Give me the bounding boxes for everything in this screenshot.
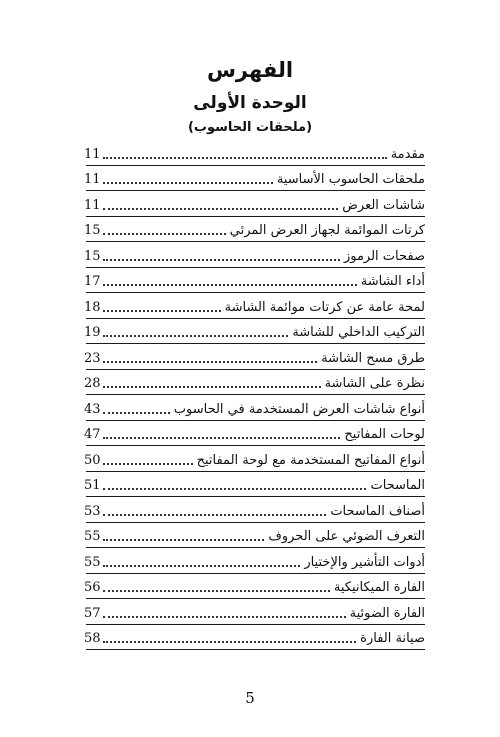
toc-entry-title: مقدمة: [390, 146, 425, 162]
toc-entry: [86, 472, 425, 498]
dot-leader: [103, 335, 289, 337]
toc-entry: [86, 574, 425, 600]
page-title: الفهرس: [206, 58, 294, 82]
toc-entry: [86, 395, 425, 421]
toc-entry: [86, 217, 425, 243]
toc-entry: [86, 140, 425, 166]
toc-entry-title: الفارة الميكانيكية: [333, 580, 425, 595]
toc-entry-page: 43: [84, 401, 101, 417]
toc-entry-title: كرتات الموائمة لجهاز العرض المرئي: [229, 223, 425, 238]
toc-entry-page: 19: [84, 325, 101, 340]
toc-entry-title: أدوات التأشير والإختيار: [304, 554, 425, 570]
toc-entry-page: 53: [84, 503, 101, 519]
dot-leader: [103, 565, 301, 567]
dot-leader: [103, 590, 330, 592]
toc-entry-title: صفحات الرموز: [343, 248, 425, 264]
toc-entry-title: أداء الشاشة: [360, 274, 425, 289]
toc-entry-title: لمحة عامة عن كرتات موائمة الشاشة: [224, 299, 425, 315]
dot-leader: [103, 437, 341, 439]
toc-entry-title: أنواع شاشات العرض المستخدمة في الحاسوب: [173, 401, 425, 417]
dot-leader: [103, 488, 367, 490]
dot-leader: [103, 233, 226, 235]
toc-entry-page: 28: [84, 376, 101, 391]
toc-entry-page: 15: [84, 223, 101, 238]
dot-leader: [103, 310, 221, 312]
dot-leader: [103, 361, 318, 363]
toc-entry: [86, 293, 425, 319]
toc-entry-page: 11: [84, 172, 101, 187]
toc-entry: [86, 446, 425, 472]
dot-leader: [103, 412, 170, 414]
toc-entry-page: 56: [84, 580, 101, 595]
unit-subtitle: (ملحقات الحاسوب): [187, 120, 313, 135]
toc-entry-page: 17: [84, 274, 101, 289]
toc-entry-title: لوحات المفاتيح: [344, 427, 425, 442]
dot-leader: [103, 284, 357, 286]
dot-leader: [103, 208, 339, 210]
toc-entry-page: 11: [84, 197, 101, 213]
dot-leader: [103, 182, 273, 184]
toc-entry-page: 15: [84, 248, 101, 264]
toc-entry: [86, 344, 425, 370]
toc-entry-page: 11: [84, 146, 101, 162]
toc-entry-page: 47: [84, 427, 101, 442]
toc-entry-title: الماسحات: [370, 478, 425, 493]
toc-entry: [86, 319, 425, 345]
toc-entry: [86, 242, 425, 268]
toc-entry-title: شاشات العرض: [342, 197, 425, 213]
table-of-contents: [86, 140, 425, 650]
toc-entry-page: 51: [84, 478, 101, 493]
toc-entry-page: 50: [84, 452, 101, 468]
dot-leader: [103, 157, 387, 159]
dot-leader: [103, 259, 340, 261]
toc-entry-page: 55: [84, 529, 101, 544]
toc-entry-title: ملحقات الحاسوب الأساسية: [276, 172, 425, 187]
toc-entry-page: 55: [84, 554, 101, 570]
dot-leader: [103, 463, 193, 465]
toc-entry-title: صيانة الفارة: [360, 631, 425, 646]
toc-entry-title: التركيب الداخلي للشاشة: [292, 325, 425, 340]
toc-entry-page: 18: [84, 299, 101, 315]
toc-entry-title: طرق مسح الشاشة: [321, 350, 425, 366]
toc-entry: [86, 625, 425, 651]
toc-entry: [86, 523, 425, 549]
toc-entry: [86, 548, 425, 574]
toc-entry-page: 58: [84, 631, 101, 646]
toc-entry: [86, 268, 425, 294]
toc-entry-title: الفارة الضوئية: [349, 605, 425, 621]
page-number: 5: [245, 689, 255, 707]
toc-entry: [86, 370, 425, 396]
unit-heading: الوحدة الأولى: [193, 93, 307, 113]
toc-entry: [86, 191, 425, 217]
dot-leader: [103, 539, 265, 541]
toc-entry: [86, 497, 425, 523]
toc-entry: [86, 166, 425, 192]
toc-entry-title: التعرف الضوئي على الحروف: [268, 529, 425, 544]
toc-entry: [86, 599, 425, 625]
toc-entry-title: أنواع المفاتيح المستخدمة مع لوحة المفاتيح: [196, 452, 425, 468]
toc-entry-page: 23: [84, 350, 101, 366]
dot-leader: [103, 641, 357, 643]
dot-leader: [103, 386, 321, 388]
dot-leader: [103, 616, 346, 618]
toc-entry-title: أصناف الماسحات: [330, 503, 425, 519]
dot-leader: [103, 514, 327, 516]
toc-entry-title: نظرة على الشاشة: [324, 376, 425, 391]
toc-entry-page: 57: [84, 605, 101, 621]
toc-entry: [86, 421, 425, 447]
